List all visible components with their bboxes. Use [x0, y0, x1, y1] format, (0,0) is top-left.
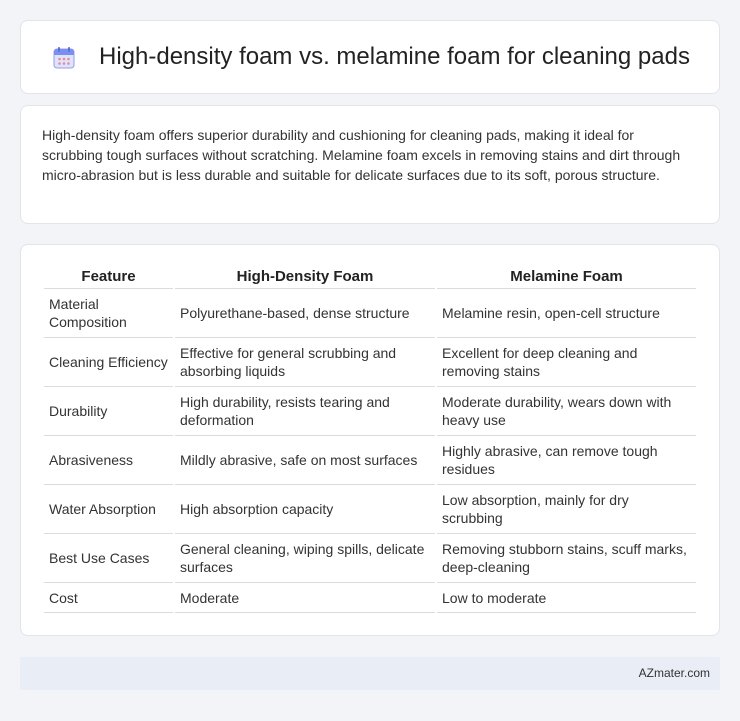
feature-cell: Best Use Cases: [44, 534, 173, 583]
feature-cell: Material Composition: [44, 289, 173, 338]
melamine-cell: Highly abrasive, can remove tough residues: [437, 436, 696, 485]
feature-cell: Water Absorption: [44, 485, 173, 534]
column-header-melamine-foam: Melamine Foam: [437, 265, 696, 289]
melamine-cell: Removing stubborn stains, scuff marks, deep-cleaning: [437, 534, 696, 583]
high-density-cell: High absorption capacity: [175, 485, 435, 534]
table-row: [44, 289, 696, 338]
calendar-icon: [51, 45, 77, 71]
intro-text: High-density foam offers superior durability and cushioning for cleaning pads, making it ideal for scrubbing tough surfaces without scratching. Melamine foam excels in removing stains and dirt through micro-abrasion but is less durable and suitable for delicate surfaces due to its soft, porous structure.: [42, 127, 681, 183]
table-row: [44, 485, 696, 534]
melamine-cell: Low absorption, mainly for dry scrubbing: [437, 485, 696, 534]
feature-cell: Durability: [44, 387, 173, 436]
high-density-cell: High durability, resists tearing and deformation: [175, 387, 435, 436]
title-card: [20, 20, 720, 94]
comparison-table-card: [20, 244, 720, 636]
footer-site-name: AZmater.com: [638, 666, 710, 680]
high-density-cell: General cleaning, wiping spills, delicate surfaces: [175, 534, 435, 583]
table-row: [44, 436, 696, 485]
high-density-cell: Moderate: [175, 583, 435, 613]
melamine-cell: Excellent for deep cleaning and removing stains: [437, 338, 696, 387]
high-density-cell: Polyurethane-based, dense structure: [175, 289, 435, 338]
feature-cell: Cleaning Efficiency: [44, 338, 173, 387]
melamine-cell: Low to moderate: [437, 583, 696, 613]
table-header-row: [44, 265, 696, 289]
high-density-cell: Mildly abrasive, safe on most surfaces: [175, 436, 435, 485]
table-row: [44, 583, 696, 613]
comparison-table: [42, 265, 698, 613]
feature-cell: Abrasiveness: [44, 436, 173, 485]
high-density-cell: Effective for general scrubbing and absorbing liquids: [175, 338, 435, 387]
column-header-feature: Feature: [44, 265, 173, 289]
intro-card: [20, 105, 720, 224]
page-title: High-density foam vs. melamine foam for cleaning pads: [99, 43, 690, 70]
table-row: [44, 387, 696, 436]
table-row: [44, 338, 696, 387]
column-header-high-density-foam: High-Density Foam: [175, 265, 435, 289]
feature-cell: Cost: [44, 583, 173, 613]
footer-bar: [20, 657, 720, 690]
table-row: [44, 534, 696, 583]
melamine-cell: Moderate durability, wears down with heavy use: [437, 387, 696, 436]
melamine-cell: Melamine resin, open-cell structure: [437, 289, 696, 338]
